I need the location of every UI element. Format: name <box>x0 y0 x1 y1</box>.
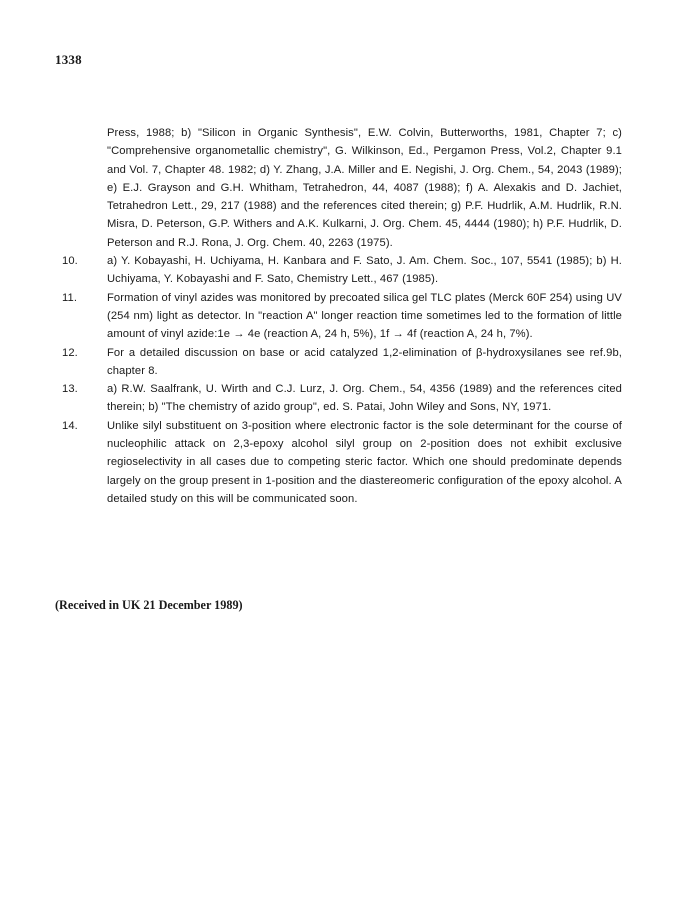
page-number: 1338 <box>55 52 82 67</box>
reference-text: Press, 1988; b) "Silicon in Organic Synthesis", E.W. Colvin, Butterworths, 1981, Chapter 7; c) "Comprehensive organometallic chemistry", G. Wilkinson, Ed., Pergamon Press, Vol.2, Chapter 9.1 and Vol. 7, Chapter 48. 1982; d) Y. Zhang, J.A. Miller and E. Negishi, J. Org. Chem., 54, 2043 (1989); e) E.J. Grayson and G.H. Whitham, Tetrahedron, 44, 4087 (1988); f) A. Alexakis and D. Jachiet, Tetrahedron Lett., 29, 217 (1988) and the references cited therein; g) P.F. Hudrlik, A.M. Hudrlik, R.N. Misra, D. Peterson, G.P. Withers and A.K. Kulkarni, J. Org. Chem. 45, 4444 (1980); h) P.F. Hudrlik, D. Peterson and R.J. Rona, J. Org. Chem. 40, 2263 (1975). <box>107 127 622 249</box>
reference-item-13 <box>62 380 622 417</box>
reference-text: Unlike silyl substituent on 3-position where electronic factor is the sole determinant for the course of nucleophilic attack on 2,3-epoxy alcohol silyl group on 2-position does not exhibit exclusive regioselectivity in all cases due to competing steric factor. Which one should predominate depends largely on the group present in 1-position and the diastereomeric configuration of the epoxy alcohol. A detailed study on this will be communicated soon. <box>107 419 622 505</box>
reference-item-9-continued <box>62 124 622 252</box>
received-date: (Received in UK 21 December 1989) <box>55 598 243 612</box>
reference-number: 13. <box>62 383 78 396</box>
reference-text: a) R.W. Saalfrank, U. Wirth and C.J. Lurz, J. Org. Chem., 54, 4356 (1989) and the references cited therein; b) "The chemistry of azido group", ed. S. Patai, John Wiley and Sons, NY, 1971. <box>107 383 622 414</box>
reference-list <box>62 124 622 508</box>
reference-number: 14. <box>62 419 78 432</box>
reference-item-11 <box>62 289 622 344</box>
reference-text: Formation of vinyl azides was monitored by precoated silica gel TLC plates (Merck 60F 254) using UV (254 nm) light as detector. In "reaction A" longer reaction time sometimes led to the formation of little amount of vinyl azide:1e → 4e (reaction A, 24 h, 5%), 1f → 4f (reaction A, 24 h, 7%). <box>107 291 622 341</box>
reference-item-14 <box>62 417 622 508</box>
reference-item-12 <box>62 344 622 381</box>
reference-text: For a detailed discussion on base or acid catalyzed 1,2-elimination of β-hydroxysilanes see ref.9b, chapter 8. <box>107 346 622 377</box>
reference-number: 12. <box>62 346 78 359</box>
reference-text: a) Y. Kobayashi, H. Uchiyama, H. Kanbara and F. Sato, J. Am. Chem. Soc., 107, 5541 (1985); b) H. Uchiyama, Y. Kobayashi and F. Sato, Chemistry Lett., 467 (1985). <box>107 255 622 286</box>
reference-number: 11. <box>62 291 78 304</box>
reference-item-10 <box>62 252 622 289</box>
reference-number: 10. <box>62 255 78 268</box>
